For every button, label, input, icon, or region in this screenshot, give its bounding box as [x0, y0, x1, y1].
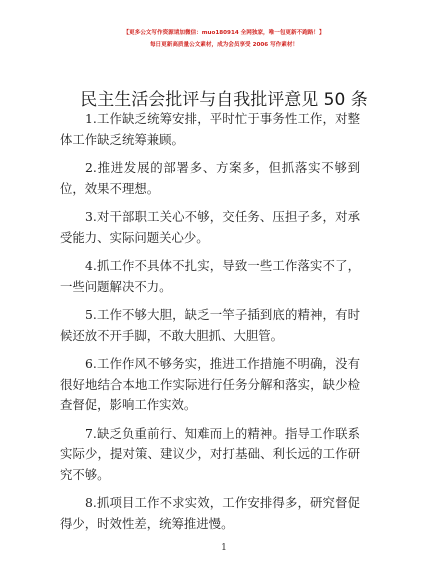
critique-list	[60, 109, 360, 542]
promo-banner-line-2: 每日更新高质量公文素材，成为会员享受 2006 写作素材！	[149, 42, 299, 48]
document-title: 民主生活会批评与自我批评意见 50 条	[80, 90, 368, 110]
critique-item-5: 5.工作不够大胆，缺乏一竿子插到底的精神，有时候还放不开手脚，不敢大胆抓、大胆管。	[60, 307, 360, 343]
critique-item-7: 7.缺乏负重前行、知难而上的精神。指导工作联系实际少，提对策、建议少，对打基础、利长远的工作研究不够。	[60, 425, 360, 482]
promo-banner-line-1: 【更多公文写作资源请加微信：muo180914 全网独家，唯一包更新不跑路！】	[123, 30, 325, 36]
critique-item-3: 3.对干部职工关心不够，交任务、压担子多，对承受能力、实际问题关心少。	[60, 209, 360, 245]
page-number: 1	[221, 543, 227, 553]
critique-item-6: 6.工作作风不够务实，推进工作措施不明确，没有很好地结合本地工作实际进行任务分解和落实，缺少检查督促，影响工作实效。	[60, 356, 360, 412]
critique-item-8: 8.抓项目工作不求实效，工作安排得多，研究督促得少，时效性差，统筹推进慢。	[60, 495, 360, 531]
critique-item-2: 2.推进发展的部署多、方案多，但抓落实不够到位，效果不理想。	[60, 160, 360, 196]
critique-item-4: 4.抓工作不具体不扎实，导致一些工作落实不了，一些问题解决不力。	[60, 258, 360, 294]
critique-item-1: 1.工作缺乏统筹安排，平时忙于事务性工作，对整体工作缺乏统筹兼顾。	[60, 111, 360, 147]
